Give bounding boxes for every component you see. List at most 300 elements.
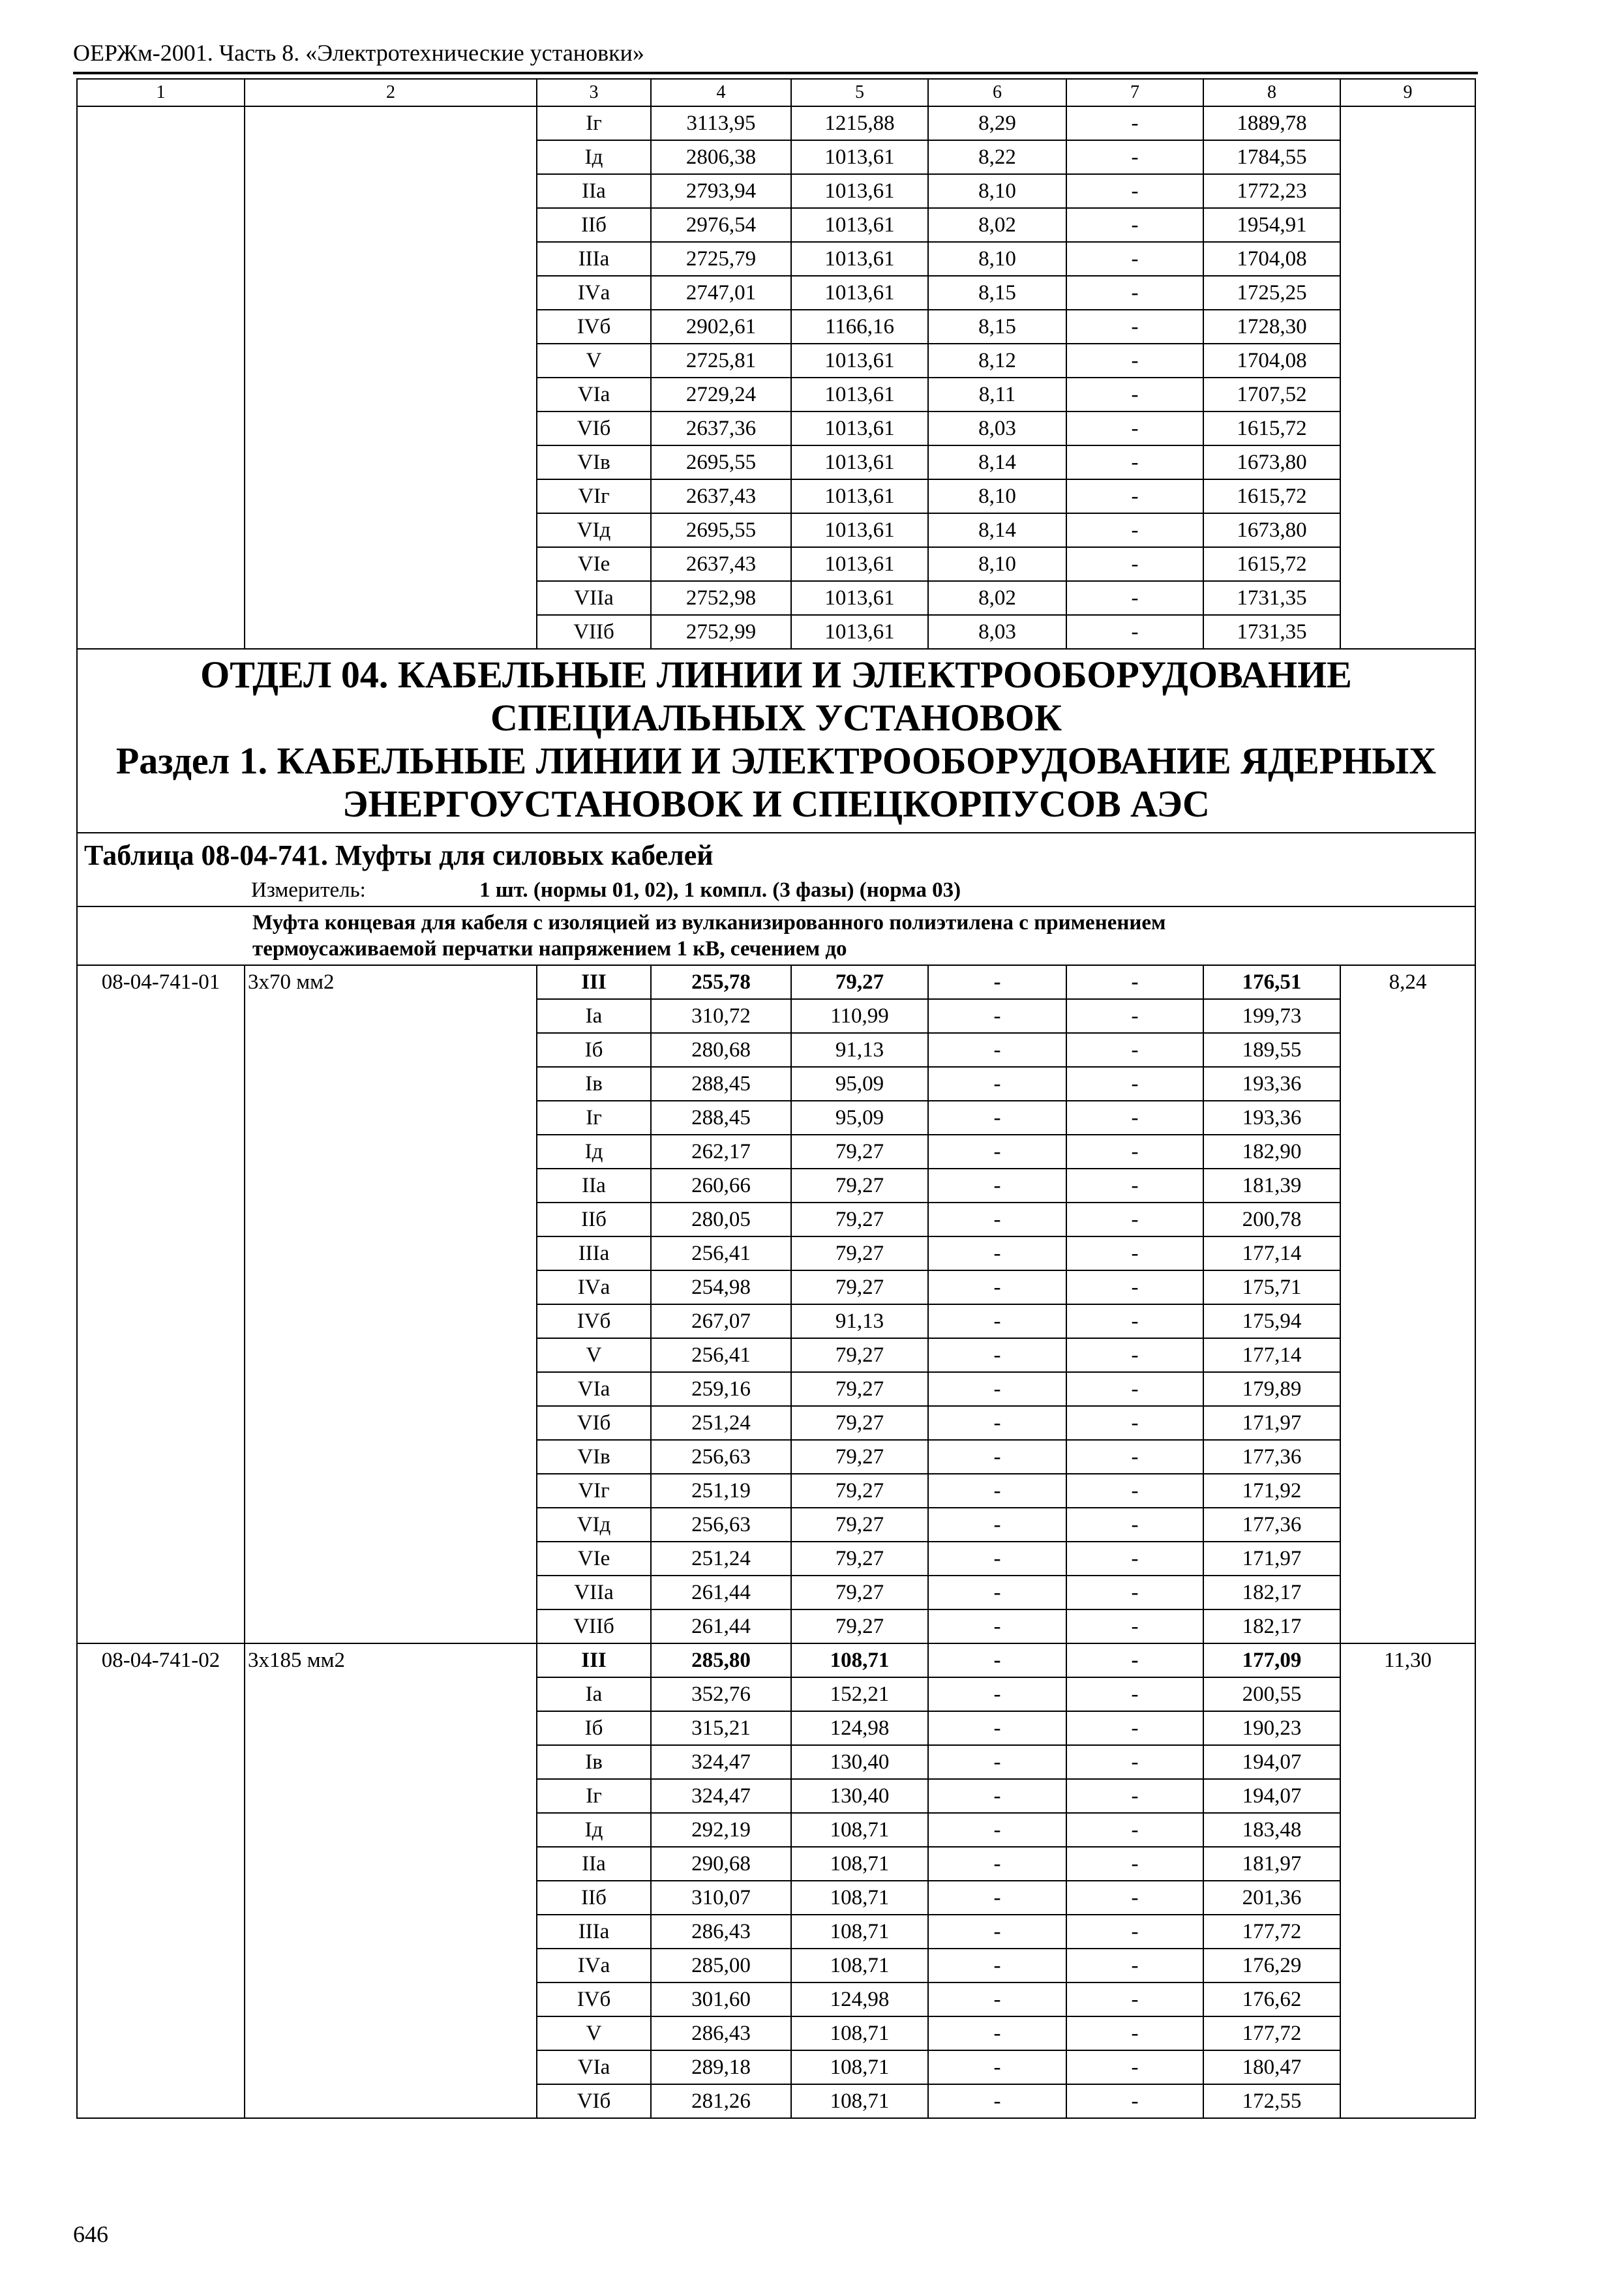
col9-cell — [1340, 140, 1475, 174]
name-cell — [245, 1440, 537, 1474]
value-col8-cell: 189,55 — [1203, 1033, 1340, 1067]
code-cell — [77, 581, 245, 615]
table-row — [77, 1779, 1475, 1813]
unit-text: 1 шт. (нормы 01, 02), 1 компл. (3 фазы) (норма 03) — [479, 878, 961, 902]
table-row — [77, 1609, 1475, 1643]
value-col5-cell: 108,71 — [791, 1847, 928, 1881]
col9-cell — [1340, 1542, 1475, 1576]
col9-cell — [1340, 1101, 1475, 1135]
column-number-row — [77, 79, 1475, 106]
value-col4-cell: 290,68 — [651, 1847, 791, 1881]
name-cell — [245, 615, 537, 649]
value-col6-cell: - — [928, 1915, 1066, 1949]
col9-cell — [1340, 513, 1475, 547]
zone-cell: Iд — [537, 1135, 651, 1169]
value-col5-cell: 1013,61 — [791, 581, 928, 615]
value-col8-cell: 200,78 — [1203, 1203, 1340, 1236]
value-col7-cell: - — [1066, 1169, 1203, 1203]
norm-name-cell: 3х185 мм2 — [245, 1643, 537, 1677]
name-cell — [245, 1236, 537, 1270]
column-number: 7 — [1066, 79, 1203, 106]
name-cell — [245, 1067, 537, 1101]
col9-cell — [1340, 310, 1475, 344]
value-col7-cell: - — [1066, 1677, 1203, 1711]
value-col7-cell: - — [1066, 1033, 1203, 1067]
value-col4-cell: 251,19 — [651, 1474, 791, 1508]
value-col8-cell: 177,09 — [1203, 1643, 1340, 1677]
code-cell — [77, 1270, 245, 1304]
name-cell — [245, 1745, 537, 1779]
value-col4-cell: 2637,43 — [651, 547, 791, 581]
value-col8-cell: 182,17 — [1203, 1576, 1340, 1609]
code-cell — [77, 1033, 245, 1067]
col9-cell — [1340, 1304, 1475, 1338]
value-col6-cell: - — [928, 965, 1066, 999]
table-row — [77, 1677, 1475, 1711]
value-col8-cell: 194,07 — [1203, 1779, 1340, 1813]
value-col6-cell: - — [928, 1067, 1066, 1101]
unit-row — [77, 874, 1475, 906]
value-col5-cell: 79,27 — [791, 1338, 928, 1372]
zone-cell: III — [537, 965, 651, 999]
name-cell — [245, 1406, 537, 1440]
name-cell — [245, 411, 537, 445]
table-row — [77, 1169, 1475, 1203]
col9-cell — [1340, 1609, 1475, 1643]
col9-cell — [1340, 479, 1475, 513]
zone-cell: IVа — [537, 276, 651, 310]
value-col8-cell: 190,23 — [1203, 1711, 1340, 1745]
zone-cell: IIб — [537, 208, 651, 242]
section-heading-line: ЭНЕРГОУСТАНОВОК И СПЕЦКОРПУСОВ АЭС — [342, 783, 1210, 825]
zone-cell: VIв — [537, 1440, 651, 1474]
table-row — [77, 1135, 1475, 1169]
value-col5-cell: 1013,61 — [791, 615, 928, 649]
zone-cell: Iд — [537, 140, 651, 174]
col9-cell — [1340, 208, 1475, 242]
value-col6-cell: - — [928, 1677, 1066, 1711]
value-col8-cell: 175,94 — [1203, 1304, 1340, 1338]
code-cell — [77, 1542, 245, 1576]
value-col6-cell: - — [928, 1711, 1066, 1745]
value-col4-cell: 256,63 — [651, 1440, 791, 1474]
table-row — [77, 2050, 1475, 2084]
col9-cell — [1340, 1576, 1475, 1609]
col9-cell — [1340, 1881, 1475, 1915]
value-col6-cell: - — [928, 1304, 1066, 1338]
value-col8-cell: 182,90 — [1203, 1135, 1340, 1169]
code-cell — [77, 1236, 245, 1270]
value-col7-cell: - — [1066, 1643, 1203, 1677]
code-cell — [77, 1677, 245, 1711]
table-row — [77, 513, 1475, 547]
value-col5-cell: 1013,61 — [791, 378, 928, 411]
value-col5-cell: 1013,61 — [791, 547, 928, 581]
value-col5-cell: 1013,61 — [791, 344, 928, 378]
value-col4-cell: 267,07 — [651, 1304, 791, 1338]
value-col5-cell: 79,27 — [791, 1135, 928, 1169]
table-row — [77, 1372, 1475, 1406]
value-col7-cell: - — [1066, 1745, 1203, 1779]
value-col4-cell: 2806,38 — [651, 140, 791, 174]
value-col8-cell: 171,92 — [1203, 1474, 1340, 1508]
value-col7-cell: - — [1066, 174, 1203, 208]
name-cell — [245, 344, 537, 378]
col9-cell — [1340, 411, 1475, 445]
value-col4-cell: 288,45 — [651, 1067, 791, 1101]
zone-cell: IVб — [537, 310, 651, 344]
value-col8-cell: 1673,80 — [1203, 513, 1340, 547]
norm-code-cell: 08-04-741-02 — [77, 1643, 245, 1677]
zone-cell: Iг — [537, 1779, 651, 1813]
header-rule — [73, 72, 1478, 74]
value-col7-cell: - — [1066, 344, 1203, 378]
table-row — [77, 344, 1475, 378]
value-col7-cell: - — [1066, 1440, 1203, 1474]
name-cell — [245, 242, 537, 276]
table-row — [77, 1881, 1475, 1915]
name-cell — [245, 1711, 537, 1745]
col9-cell — [1340, 1813, 1475, 1847]
col9-cell — [1340, 1982, 1475, 2016]
zone-cell: VIв — [537, 445, 651, 479]
col9-cell — [1340, 106, 1475, 140]
zone-cell: VIе — [537, 1542, 651, 1576]
zone-cell: VIб — [537, 2084, 651, 2118]
code-cell — [77, 1508, 245, 1542]
value-col8-cell: 201,36 — [1203, 1881, 1340, 1915]
col9-cell — [1340, 1135, 1475, 1169]
value-col5-cell: 79,27 — [791, 1440, 928, 1474]
zone-cell: IVб — [537, 1982, 651, 2016]
table-row — [77, 378, 1475, 411]
code-cell — [77, 1915, 245, 1949]
value-col6-cell: - — [928, 1440, 1066, 1474]
code-cell — [77, 1203, 245, 1236]
zone-cell: Iд — [537, 1813, 651, 1847]
table-row — [77, 1033, 1475, 1067]
value-col6-cell: - — [928, 1203, 1066, 1236]
description-row — [77, 906, 1475, 965]
value-col6-cell: - — [928, 1576, 1066, 1609]
table-row — [77, 174, 1475, 208]
value-col8-cell: 176,62 — [1203, 1982, 1340, 2016]
value-col5-cell: 91,13 — [791, 1304, 928, 1338]
table-row — [77, 1270, 1475, 1304]
zone-cell: IVа — [537, 1949, 651, 1982]
value-col7-cell: - — [1066, 1304, 1203, 1338]
value-col8-cell: 200,55 — [1203, 1677, 1340, 1711]
table-row — [77, 1542, 1475, 1576]
value-col5-cell: 124,98 — [791, 1982, 928, 2016]
code-cell — [77, 1067, 245, 1101]
value-col4-cell: 310,07 — [651, 1881, 791, 1915]
value-col8-cell: 177,36 — [1203, 1508, 1340, 1542]
value-col7-cell: - — [1066, 547, 1203, 581]
value-col6-cell: - — [928, 2016, 1066, 2050]
value-col7-cell: - — [1066, 1813, 1203, 1847]
name-cell — [245, 1338, 537, 1372]
name-cell — [245, 2016, 537, 2050]
value-col4-cell: 324,47 — [651, 1745, 791, 1779]
col9-cell — [1340, 276, 1475, 310]
name-cell — [245, 445, 537, 479]
zone-cell: Iв — [537, 1745, 651, 1779]
table-row — [77, 208, 1475, 242]
value-col5-cell: 79,27 — [791, 1169, 928, 1203]
value-col6-cell: 8,15 — [928, 276, 1066, 310]
unit-cell — [77, 874, 1475, 906]
value-col7-cell: - — [1066, 999, 1203, 1033]
name-cell — [245, 1304, 537, 1338]
table-row — [77, 1915, 1475, 1949]
zone-cell: VIг — [537, 479, 651, 513]
value-col8-cell: 1704,08 — [1203, 242, 1340, 276]
value-col8-cell: 182,17 — [1203, 1609, 1340, 1643]
code-cell — [77, 999, 245, 1033]
value-col8-cell: 171,97 — [1203, 1542, 1340, 1576]
value-col8-cell: 193,36 — [1203, 1101, 1340, 1135]
value-col4-cell: 285,80 — [651, 1643, 791, 1677]
value-col5-cell: 79,27 — [791, 1508, 928, 1542]
value-col6-cell: - — [928, 1779, 1066, 1813]
value-col8-cell: 194,07 — [1203, 1745, 1340, 1779]
value-col5-cell: 110,99 — [791, 999, 928, 1033]
code-cell — [77, 1847, 245, 1881]
zone-cell: VIб — [537, 1406, 651, 1440]
value-col7-cell: - — [1066, 1406, 1203, 1440]
value-col5-cell: 79,27 — [791, 1474, 928, 1508]
value-col6-cell: - — [928, 1101, 1066, 1135]
name-cell — [245, 1779, 537, 1813]
value-col5-cell: 95,09 — [791, 1067, 928, 1101]
table-row — [77, 1474, 1475, 1508]
value-col5-cell: 79,27 — [791, 1576, 928, 1609]
value-col4-cell: 310,72 — [651, 999, 791, 1033]
code-cell — [77, 378, 245, 411]
value-col4-cell: 286,43 — [651, 2016, 791, 2050]
value-col8-cell: 177,14 — [1203, 1236, 1340, 1270]
value-col4-cell: 292,19 — [651, 1813, 791, 1847]
name-cell — [245, 479, 537, 513]
value-col5-cell: 1013,61 — [791, 140, 928, 174]
value-col4-cell: 2793,94 — [651, 174, 791, 208]
value-col4-cell: 2902,61 — [651, 310, 791, 344]
value-col8-cell: 1615,72 — [1203, 547, 1340, 581]
value-col7-cell: - — [1066, 1576, 1203, 1609]
col9-cell — [1340, 1677, 1475, 1711]
col9-cell — [1340, 1508, 1475, 1542]
value-col5-cell: 1013,61 — [791, 208, 928, 242]
value-col6-cell: - — [928, 1033, 1066, 1067]
zone-cell: IIа — [537, 174, 651, 208]
value-col5-cell: 1013,61 — [791, 513, 928, 547]
name-cell — [245, 1542, 537, 1576]
code-cell — [77, 106, 245, 140]
name-cell — [245, 378, 537, 411]
value-col5-cell: 95,09 — [791, 1101, 928, 1135]
col9-cell — [1340, 2050, 1475, 2084]
value-col4-cell: 286,43 — [651, 1915, 791, 1949]
value-col6-cell: - — [928, 1542, 1066, 1576]
value-col5-cell: 108,71 — [791, 2050, 928, 2084]
value-col4-cell: 254,98 — [651, 1270, 791, 1304]
section-heading-line: СПЕЦИАЛЬНЫХ УСТАНОВОК — [490, 696, 1062, 739]
section-heading-line: ОТДЕЛ 04. КАБЕЛЬНЫЕ ЛИНИИ И ЭЛЕКТРООБОРУДОВАНИЕ — [200, 653, 1352, 696]
value-col6-cell: 8,02 — [928, 581, 1066, 615]
name-cell — [245, 1372, 537, 1406]
value-col6-cell: 8,10 — [928, 479, 1066, 513]
value-col6-cell: - — [928, 1643, 1066, 1677]
col9-cell — [1340, 1338, 1475, 1372]
value-col8-cell: 171,97 — [1203, 1406, 1340, 1440]
name-cell — [245, 581, 537, 615]
value-col6-cell: 8,03 — [928, 615, 1066, 649]
col9-cell — [1340, 2016, 1475, 2050]
col9-cell — [1340, 1033, 1475, 1067]
value-col6-cell: - — [928, 1609, 1066, 1643]
value-col7-cell: - — [1066, 479, 1203, 513]
value-col4-cell: 288,45 — [651, 1101, 791, 1135]
value-col5-cell: 152,21 — [791, 1677, 928, 1711]
value-col6-cell: - — [928, 1135, 1066, 1169]
value-col8-cell: 1615,72 — [1203, 479, 1340, 513]
table-row — [77, 1338, 1475, 1372]
code-cell — [77, 2050, 245, 2084]
name-cell — [245, 1677, 537, 1711]
name-cell — [245, 2050, 537, 2084]
col9-cell — [1340, 1270, 1475, 1304]
name-cell — [245, 1203, 537, 1236]
norm-name-cell: 3х70 мм2 — [245, 965, 537, 999]
name-cell — [245, 1609, 537, 1643]
value-col7-cell: - — [1066, 1203, 1203, 1236]
value-col7-cell: - — [1066, 1338, 1203, 1372]
value-col8-cell: 1707,52 — [1203, 378, 1340, 411]
value-col6-cell: 8,11 — [928, 378, 1066, 411]
value-col6-cell: - — [928, 1949, 1066, 1982]
value-col5-cell: 1215,88 — [791, 106, 928, 140]
value-col6-cell: 8,15 — [928, 310, 1066, 344]
value-col8-cell: 177,72 — [1203, 2016, 1340, 2050]
value-col7-cell: - — [1066, 1236, 1203, 1270]
code-cell — [77, 1982, 245, 2016]
value-col8-cell: 1772,23 — [1203, 174, 1340, 208]
value-col5-cell: 108,71 — [791, 2016, 928, 2050]
table-row — [77, 276, 1475, 310]
value-col8-cell: 1954,91 — [1203, 208, 1340, 242]
col9-cell — [1340, 1474, 1475, 1508]
value-col8-cell: 180,47 — [1203, 2050, 1340, 2084]
value-col5-cell: 79,27 — [791, 1542, 928, 1576]
value-col7-cell: - — [1066, 965, 1203, 999]
table-row — [77, 1949, 1475, 1982]
value-col8-cell: 1731,35 — [1203, 615, 1340, 649]
name-cell — [245, 310, 537, 344]
zone-cell: IIб — [537, 1881, 651, 1915]
code-cell — [77, 615, 245, 649]
table-row — [77, 1847, 1475, 1881]
col9-cell: 8,24 — [1340, 965, 1475, 999]
value-col7-cell: - — [1066, 310, 1203, 344]
name-cell — [245, 2084, 537, 2118]
value-col5-cell: 91,13 — [791, 1033, 928, 1067]
name-cell — [245, 1169, 537, 1203]
value-col6-cell: 8,10 — [928, 174, 1066, 208]
table-row — [77, 1508, 1475, 1542]
value-col6-cell: 8,14 — [928, 445, 1066, 479]
name-cell — [245, 276, 537, 310]
norms-table — [76, 78, 1476, 2119]
code-cell — [77, 242, 245, 276]
value-col8-cell: 1784,55 — [1203, 140, 1340, 174]
value-col4-cell: 256,63 — [651, 1508, 791, 1542]
value-col4-cell: 2752,98 — [651, 581, 791, 615]
code-cell — [77, 1881, 245, 1915]
value-col7-cell: - — [1066, 276, 1203, 310]
col9-cell: 11,30 — [1340, 1643, 1475, 1677]
table-row — [77, 140, 1475, 174]
value-col8-cell: 181,97 — [1203, 1847, 1340, 1881]
zone-cell: Iг — [537, 106, 651, 140]
value-col6-cell: - — [928, 1236, 1066, 1270]
col9-cell — [1340, 174, 1475, 208]
zone-cell: IIа — [537, 1847, 651, 1881]
value-col7-cell: - — [1066, 1949, 1203, 1982]
zone-cell: V — [537, 1338, 651, 1372]
value-col4-cell: 2976,54 — [651, 208, 791, 242]
table-row — [77, 999, 1475, 1033]
value-col5-cell: 108,71 — [791, 1881, 928, 1915]
value-col5-cell: 1013,61 — [791, 479, 928, 513]
code-cell — [77, 1406, 245, 1440]
col9-cell — [1340, 445, 1475, 479]
value-col4-cell: 2637,36 — [651, 411, 791, 445]
code-cell — [77, 1745, 245, 1779]
running-header: ОЕРЖм-2001. Часть 8. «Электротехнические установки» — [73, 40, 644, 66]
value-col8-cell: 176,51 — [1203, 965, 1340, 999]
value-col5-cell: 130,40 — [791, 1745, 928, 1779]
value-col7-cell: - — [1066, 1982, 1203, 2016]
name-cell — [245, 1135, 537, 1169]
table-row — [77, 1101, 1475, 1135]
norm-description — [77, 906, 1475, 965]
value-col4-cell: 2729,24 — [651, 378, 791, 411]
zone-cell: IIа — [537, 1169, 651, 1203]
value-col5-cell: 108,71 — [791, 1949, 928, 1982]
value-col5-cell: 1013,61 — [791, 411, 928, 445]
value-col6-cell: - — [928, 1338, 1066, 1372]
value-col6-cell: - — [928, 1372, 1066, 1406]
col9-cell — [1340, 1203, 1475, 1236]
value-col7-cell: - — [1066, 1270, 1203, 1304]
value-col4-cell: 3113,95 — [651, 106, 791, 140]
value-col8-cell: 1731,35 — [1203, 581, 1340, 615]
value-col8-cell: 172,55 — [1203, 2084, 1340, 2118]
code-cell — [77, 1609, 245, 1643]
column-number: 3 — [537, 79, 651, 106]
code-cell — [77, 1304, 245, 1338]
value-col7-cell: - — [1066, 242, 1203, 276]
code-cell — [77, 1372, 245, 1406]
code-cell — [77, 2016, 245, 2050]
zone-cell: VIа — [537, 378, 651, 411]
col9-cell — [1340, 1711, 1475, 1745]
value-col5-cell: 130,40 — [791, 1779, 928, 1813]
table-row — [77, 411, 1475, 445]
value-col4-cell: 256,41 — [651, 1236, 791, 1270]
unit-label: Измеритель: — [251, 878, 366, 902]
